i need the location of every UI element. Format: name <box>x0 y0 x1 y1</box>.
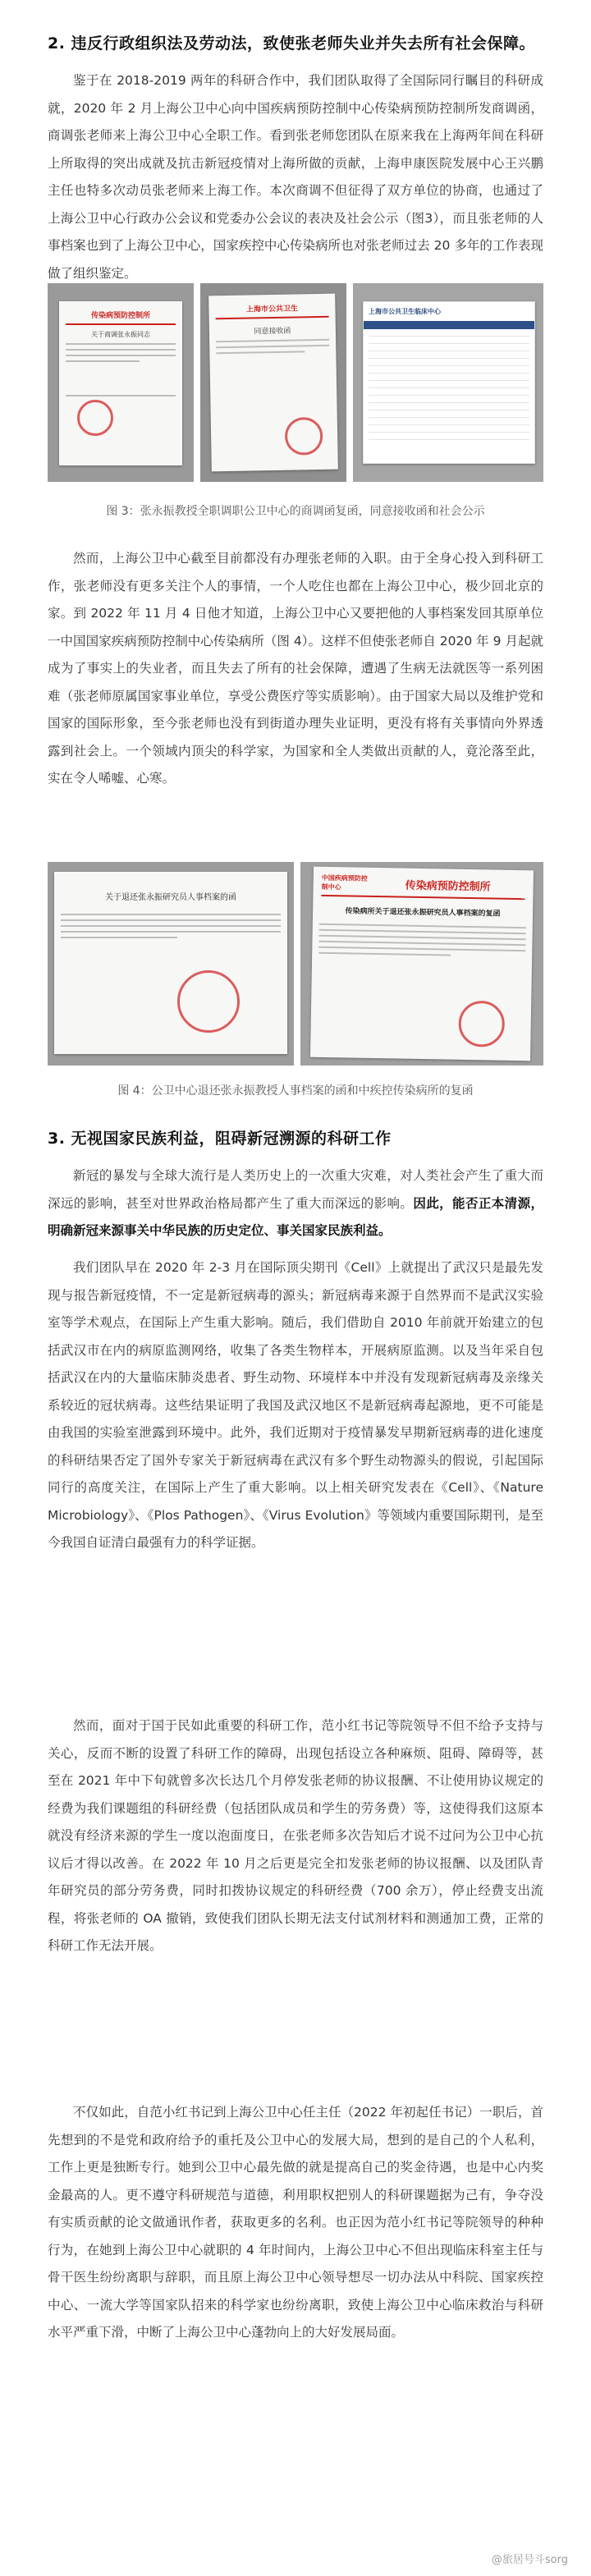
acceptance-letter-document <box>208 294 338 472</box>
weibo-watermark: @旅居号斗sorg <box>491 2554 568 2566</box>
document-title: 传染病所关于退还张永振研究员人事档案的复函 <box>345 907 501 919</box>
red-seal-icon <box>77 400 113 436</box>
section-2-paragraph-2: 然而，上海公卫中心截至目前都没有办理张老师的入职。由于全身心投入到科研工作，张老师没有更多关注个人的事情，一个人吃住也都在上海公卫中心，极少回北京的家。到 2022 年 11 月 4 日他才知道，上海公卫中心又要把他的人事档案发回其原单位一中国国家疾病预防控制中心传染病所（图 4）。这样不但使张老师自 2020 年 9 月起就成为了事实上的失业者，而且失去了所有的社会保障，遭遇了生病无法就医等一系列困难（张老师原属国家事业单位，享受公费医疗等实质影响）。由于国家大局以及维护党和国家的国际形象，至今张老师也没有到街道办理失业证明，更没有将有关事情向外界透露到社会上。一个领域内顶尖的科学家，为国家和全人类做出贡献的人，竟沦落至此，实在令人唏嘘、心寒。 <box>48 551 543 786</box>
figure-3-photo-1 <box>48 283 194 482</box>
document-header-left: 中国疾病预防控制中心 <box>321 873 368 892</box>
return-file-letter-document <box>54 872 287 1054</box>
section-3-paragraph-4: 不仅如此，自范小红书记到上海公卫中心任主任（2022 年初起任书记）一职后，首先想到的不是党和政府给予的重托及公卫中心的发展大局，想到的是自己的个人私利，工作上更是独断专行。她到公卫中心最先做的就是提高自己的奖金待遇，也是中心内奖金最高的人。更不遵守科研规范与道德，利用职权把别人的科研课题据为己有，争夺没有实质贡献的论文做通讯作者，获取更多的名利。也正因为范小红书记等院领导的种种行为，在她到上海公卫中心就职的 4 年时间内，上海公卫中心不但出现临床科室主任与骨干医生纷纷离职与辞职，而且原上海公卫中心领导想尽一切办法从中科院、国家疾控中心、一流大学等国家队招来的科学家也纷纷离职，致使上海公卫中心临床救治与科研水平严重下滑，中断了上海公卫中心蓬勃向上的大好发展局面。 <box>48 2105 543 2340</box>
figure-3-caption: 图 3：张永振教授全职调职公卫中心的商调函复函，同意接收函和社会公示 <box>106 505 485 518</box>
red-seal-icon <box>177 970 240 1033</box>
figure-4-caption: 图 4：公卫中心退还张永振教授人事档案的函和中疾控传染病所的复函 <box>117 1084 474 1098</box>
section-2-title: 2. 违反行政组织法及劳动法，致使张老师失业并失去所有社会保障。 <box>48 34 536 53</box>
document-title: 关于商调张永振同志 <box>91 331 150 338</box>
document-header-right: 传染病预防控制所 <box>405 879 491 893</box>
reply-letter-document <box>310 867 534 1061</box>
document-header: 传染病预防控制所 <box>90 312 150 320</box>
section-3-paragraph-1 <box>48 1162 543 1245</box>
red-seal-icon <box>458 1001 505 1047</box>
figure-4-photo-1 <box>48 862 294 1066</box>
figure-4-photos <box>48 862 543 1066</box>
public-notice-screenshot <box>363 301 535 464</box>
section-2-paragraph-1: 鉴于在 2018-2019 两年的科研合作中，我们团队取得了全国际同行瞩目的科研成就，2020 年 2 月上海公卫中心向中国疾病预防控制中心传染病预防控制所发商调函，商调张老师来上海公卫中心全职工作。看到张老师您团队在原来我在上海两年间在科研上所取得的突出成就及抗击新冠疫情对上海所做的贡献，上海申康医院发展中心王兴鹏主任也特多次动员张老师来上海工作。本次商调不但征得了双方单位的协商，也通过了上海公卫中心行政办公会议和党委办公会议的表决及社会公示（图3），而且张老师的人事档案也到了上海公卫中心，国家疾控中心传染病所也对张老师过去 20 多年的工作表现做了组织鉴定。 <box>48 73 543 281</box>
red-seal-icon <box>285 417 323 456</box>
notice-header: 上海市公共卫生临床中心 <box>369 308 441 315</box>
figure-3-photo-3 <box>353 283 543 482</box>
figure-3-photo-2 <box>200 283 346 482</box>
figure-3-photos <box>48 283 543 482</box>
section-3-title: 3. 无视国家民族利益，阻碍新冠溯源的科研工作 <box>48 1130 392 1148</box>
section-3-paragraph-3: 然而，面对于国于民如此重要的科研工作，范小红书记等院领导不但不给予支持与关心，反而不断的设置了科研工作的障碍，出现包括设立各种麻烦、阻碍、障碍等，甚至在 2021 年中下旬就曾多次长达几个月停发张老师的协议报酬、不让使用协议规定的经费为我们课题组的科研经费（包括团队成员和学生的劳务费）等，这使得我们这原本就没有经济来源的学生一度以泡面度日，在张老师多次告知后才说不过问为公卫中心抗议后才得以改善。在 2022 年 10 月之后更是完全扣发张老师的协议报酬、以及团队青年研究员的部分劳务费，同时扣拨协议规定的科研经费（700 余万），停止经费支出流程，将张老师的 OA 撤销，致使我们团队长期无法支付试剂材料和测通加工费，正常的科研工作无法开展。 <box>48 1718 543 1953</box>
figure-4-photo-2 <box>300 862 543 1066</box>
section-3-paragraph-2: 我们团队早在 2020 年 2-3 月在国际顶尖期刊《Cell》上就提出了武汉只是最先发现与报告新冠疫情，不一定是新冠病毒的源头；新冠病毒来源于自然界而不是武汉实验室等学术观点，在国际上产生重大影响。随后，我们借助自 2010 年前就开始建立的包括武汉市在内的病原监测网络，收集了各类生物样本，开展病原监测。以及当年采自包括武汉在内的大量临床肺炎患者、野生动物、环境样本中并没有发现新冠病毒及亲缘关系较近的冠状病毒。这些结果证明了我国及武汉地区不是新冠病毒起源地，更不可能是由我国的实验室泄露到环境中。此外，我们近期对于疫情暴发早期新冠病毒的进化速度的科研结果否定了国外专家关于新冠病毒在武汉有多个野生动物源头的假说，引起国际同行的高度关注，在国际上产生了重大影响。以上相关研究发表在《Cell》、《Nature Microbiology》、《Plos Pathogen》、《Virus Evolution》等领域内重要国际期刊，是至今我国自证清白最强有力的科学证据。 <box>48 1260 543 1550</box>
document-title: 同意接收函 <box>254 327 291 337</box>
document-header: 上海市公共卫生 <box>245 305 299 314</box>
transfer-letter-document <box>59 301 182 465</box>
paragraph-1-emphasis: 因此，能否正本清源，明确新冠来源事关中华民族的历史定位、事关国家民族利益。 <box>48 1195 543 1238</box>
paragraph-1-text: 新冠的暴发与全球大流行是人类历史上的一次重大灾难，对人类社会产生了重大而深远的影响，甚至对世界政治格局都产生了重大而深远的影响。 <box>48 1168 543 1211</box>
document-title: 关于退还张永振研究员人事档案的函 <box>105 893 236 902</box>
